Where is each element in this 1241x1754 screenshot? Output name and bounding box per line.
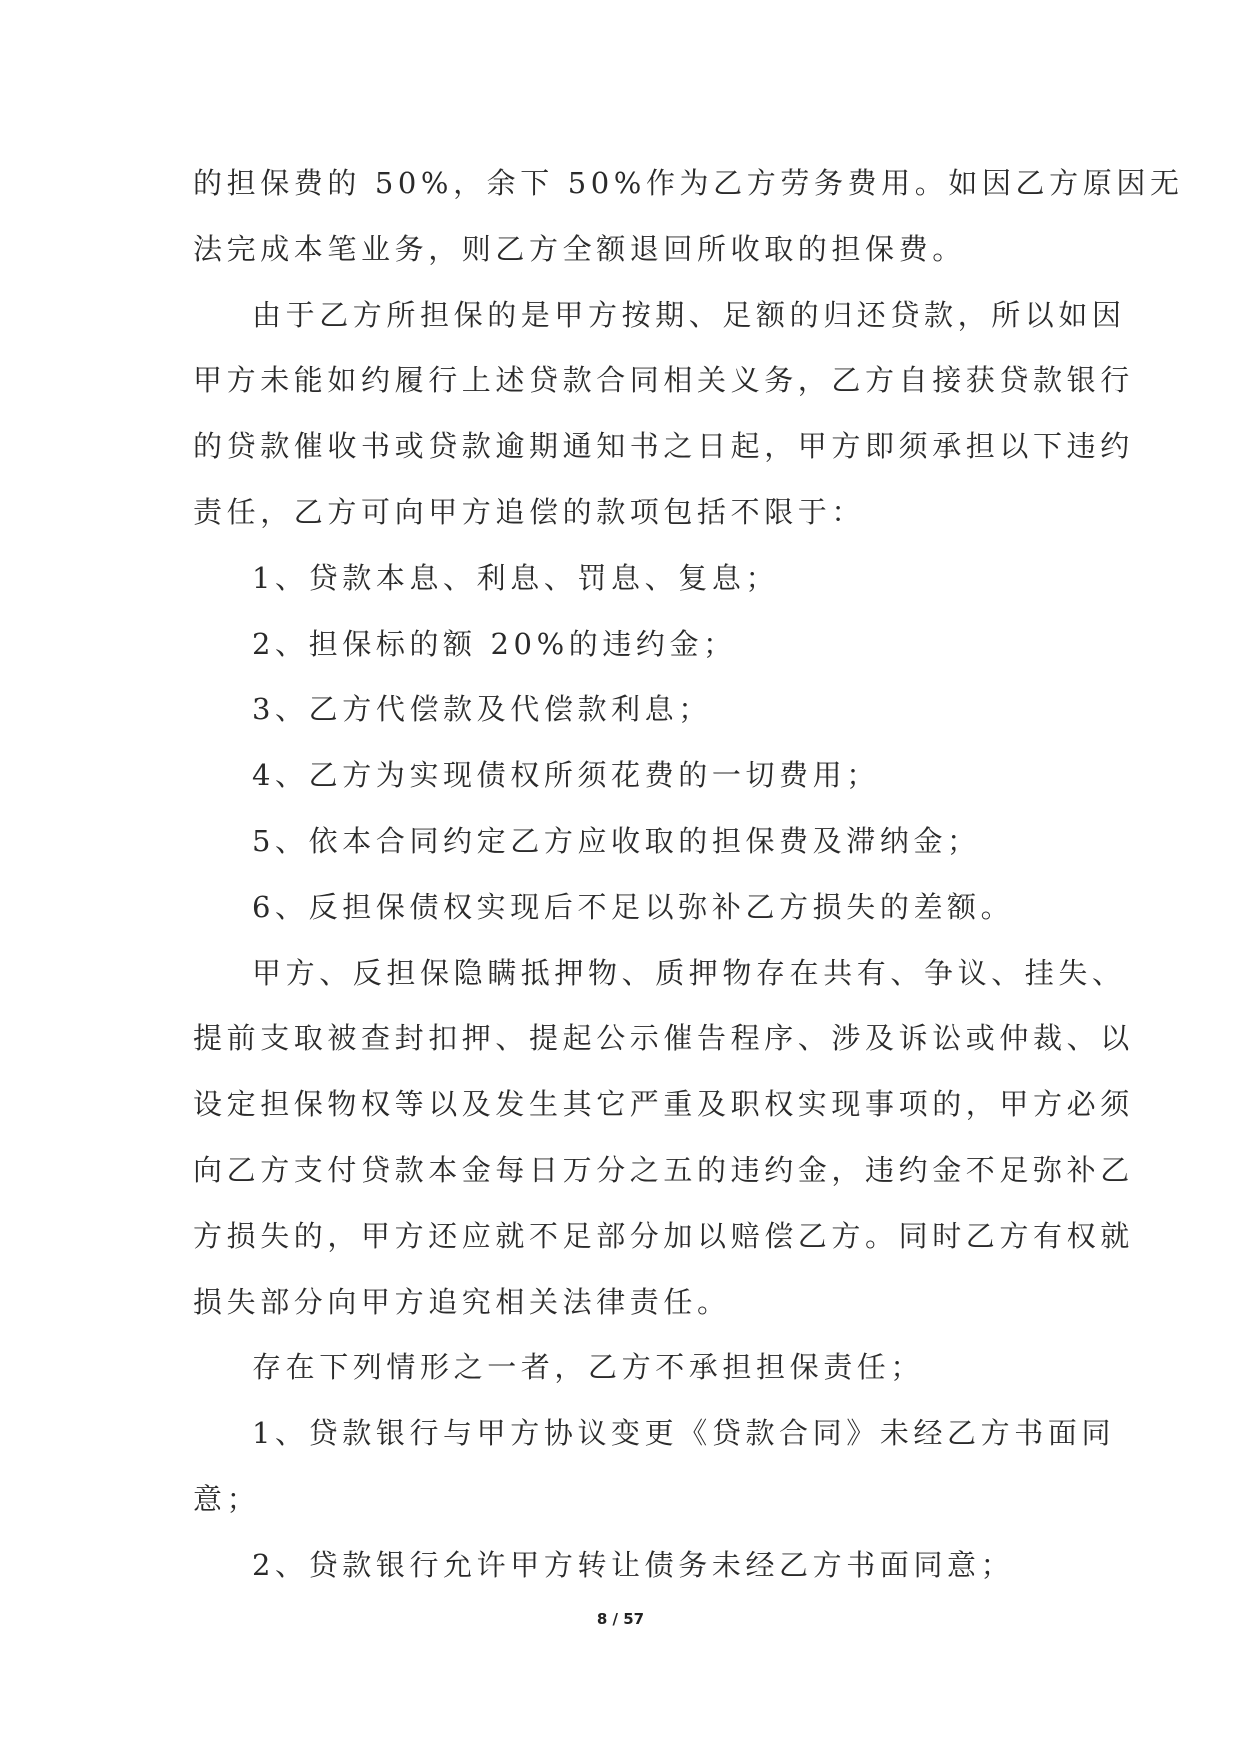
page-number: 8 / 57 <box>596 1610 645 1628</box>
document-body <box>193 158 1184 1606</box>
list-item: 6、反担保债权实现后不足以弥补乙方损失的差额。 <box>252 889 1015 924</box>
text-line: 由于乙方所担保的是甲方按期、足额的归还贷款，所以如因 <box>252 297 1126 332</box>
text-line: 方损失的，甲方还应就不足部分加以赔偿乙方。同时乙方有权就 <box>193 1218 1134 1253</box>
list-item: 1、贷款本息、利息、罚息、复息； <box>252 560 780 595</box>
text-line: 责任，乙方可向甲方追偿的款项包括不限于： <box>193 494 866 529</box>
text-line: 存在下列情形之一者，乙方不承担担保责任； <box>252 1350 925 1385</box>
list-item: 1、贷款银行与甲方协议变更《贷款合同》未经乙方书面同 <box>252 1416 1116 1451</box>
text-line: 提前支取被查封扣押、提起公示催告程序、涉及诉讼或仲裁、以 <box>193 1021 1134 1056</box>
text-line: 甲方未能如约履行上述贷款合同相关义务，乙方自接获贷款银行 <box>193 363 1134 398</box>
list-item: 3、乙方代偿款及代偿款利息； <box>252 692 712 727</box>
list-item: 5、依本合同约定乙方应收取的担保费及滞纳金； <box>252 823 981 858</box>
text-line: 设定担保物权等以及发生其它严重及职权实现事项的，甲方必须 <box>193 1087 1134 1122</box>
text-line: 的担保费的 50%，余下 50%作为乙方劳务费用。如因乙方原因无 <box>193 166 1184 200</box>
list-item: 2、担保标的额 20%的违约金； <box>252 626 737 661</box>
text-line: 向乙方支付贷款本金每日万分之五的违约金，违约金不足弥补乙 <box>193 1152 1134 1187</box>
text-line: 法完成本笔业务，则乙方全额退回所收取的担保费。 <box>193 231 966 266</box>
text-line: 意； <box>193 1481 261 1516</box>
list-item: 2、贷款银行允许甲方转让债务未经乙方书面同意； <box>252 1547 1015 1582</box>
list-item: 4、乙方为实现债权所须花费的一切费用； <box>252 758 880 793</box>
text-line: 的贷款催收书或贷款逾期通知书之日起，甲方即须承担以下违约 <box>193 429 1134 464</box>
text-line: 损失部分向甲方追究相关法律责任。 <box>193 1284 731 1319</box>
text-line: 甲方、反担保隐瞒抵押物、质押物存在共有、争议、挂失、 <box>252 955 1126 990</box>
